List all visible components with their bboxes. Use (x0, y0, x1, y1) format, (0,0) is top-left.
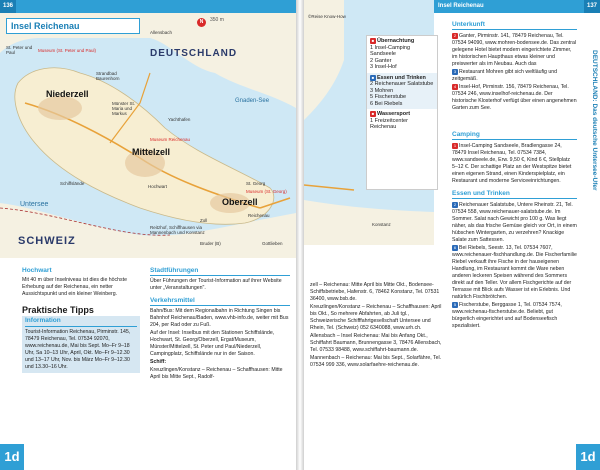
chapter-tab-left: 1d (0, 444, 24, 470)
bahn-bus-text: Bahn/Bus: Mit dem Regionalbahn in Richtung Singen bis Bahnhof Reichenau/Baden, www.vhb-info.de, weiter mit Bus 204, per Rad oder zu Fuß. (150, 308, 289, 328)
left-text-col2 (150, 266, 290, 382)
north-arrow-icon: N (197, 18, 206, 27)
place-zoll: Zoll (200, 218, 208, 223)
book-gutter (296, 0, 304, 470)
place-gottlieben: Gottlieben (262, 241, 283, 246)
poi-1-icon: 1 (453, 143, 457, 148)
auf-der-insel-text: Auf der Insel: Inselbus mit den Stationen Schiffslände, Hochwart, St. Georg/Oberzell, Ergat/Museum, Münster/Mittelzell, St. Peter und Paul/Niederzell, Campingplatz, Schiffslände nur in der Saison. (150, 330, 275, 357)
praktische-tipps-heading: Praktische Tipps (22, 305, 94, 315)
stadtfuehrungen-heading: Stadtführungen (150, 267, 199, 274)
map-title-box (6, 18, 140, 34)
running-title-vertical: DEUTSCHLAND: Das deutsche Untersee-Ufer (591, 50, 598, 191)
place-schifflaende: Schiffslände (60, 181, 85, 186)
page-number-right: 137 (584, 0, 600, 13)
town-niederzell: Niederzell (46, 89, 89, 99)
lake-gnaden-see: Gnaden-See (235, 98, 270, 104)
hochwart-text: Mit 40 m über Inselniveau ist dies die höchste Erhebung auf der Reichenau, ein netter Aussichtspunkt und ein kleiner Weinberg. (22, 277, 127, 297)
place-konstanz: Konstanz (372, 222, 391, 227)
place-museum-reichenau: Museum Reichenau (150, 137, 191, 142)
place-museum-peter: Museum (St. Peter und Paul) (38, 48, 97, 53)
place-st-peter-paul: St. Peter und Paul (6, 45, 33, 55)
place-museum-georg: Museum (St. Georg) (246, 189, 287, 194)
information-text: Tourist-Information Reichenau, Pirminstr. 145, 78479 Reichenau, Tel. 07534 92070, www.reichenau.de, Mai bis Sept. Mo–Fr 9–18 Uhr, Sa 10–13 Uhr, April, Okt. Mo–Fr 9–12.30 und 13–17 Uhr, Nov. bis März Mo–Fr 9–12.30 und 13.30–16 Uhr. (25, 329, 131, 370)
place-reitzhof: Reitzhof, Schiffhausen via Mannenbach und Konstanz (150, 225, 205, 235)
schiff-kreuzlingen: Kreuzlingen/Konstanz – Reichenau – Schaffhausen: April bis Okt., So mehrere Abfahrten, ab Juli tgl., Schweizerische Schifffahrtgesellschaft Untersee und Rhein, Tel. (Schweiz) 052 6340088, www.urh.ch. (310, 304, 442, 331)
place-reichenau: Reichenau (248, 213, 270, 218)
map-legend (366, 35, 438, 190)
schiff-allensbach: Allensbach – Insel Reichenau: Mai bis Anfang Okt., Schiffahrt Baumann, Brunnengasse 3, 78476 Allensbach, Tel. 07533 98488, www.schiffahrt-baumann.de. (310, 333, 442, 353)
camping-heading: Camping (452, 131, 480, 138)
town-oberzell: Oberzell (222, 197, 258, 207)
place-muenster: Münster St. Maria und Markus (112, 101, 136, 116)
unterkunft-ganter: Ganter, Pirminstr. 141, 78479 Reichenau, Tel. 07534 94090, www.mohren-bodensee.de. Das zentral gelegene Hotel bietet modern eingerichtete Zimmer, im historischen Haupthaus etwas kleiner und preiswerter als im Neubau. Auch das (452, 33, 577, 67)
watersport-icon: ■ (371, 111, 375, 116)
map-title: Insel Reichenau (11, 21, 80, 31)
unterkunft-inselhof: Insel-Hof, Pirminstr. 156, 78479 Reichenau, Tel. 07534 246, www.inselhof-reichenau.de. Der historische Klosterhof verfügt über einen angenehmen Garten zum See. (452, 84, 577, 111)
copyright: ©Reise Know-How (308, 14, 346, 19)
map-insel-reichenau (0, 13, 296, 258)
town-mittelzell: Mittelzell (132, 147, 171, 157)
country-label-ch: SCHWEIZ (18, 235, 76, 247)
unterkunft-heading: Unterkunft (452, 21, 485, 28)
camping-text: Insel-Camping Sandseele, Bradlengasse 24, 78479 Insel Reichenau, Tel. 07534 7384, www.sandseele.de, Erw. 9,50 €, Kind 6 €, Stellplatz 5–12 €. Der schattige Platz an der Westspitze bietet einen eigenen Strand, einen Kinderspielplatz, ein Restaurant und moderne Serviceeinrichtungen. (452, 143, 572, 184)
left-text-col1 (22, 266, 140, 374)
essen-fischerstube: Fischerstube, Berggasse 1, Tel. 07534 7574, www.reichenau-fischerstube.de. Beliebt, gut bürgerlich eingerichtet und auf Bodenseefisch spezialisiert. (452, 302, 562, 329)
restaurant-icon: ■ (371, 74, 375, 80)
information-box (22, 316, 140, 373)
place-bruder: Bruder (B) (200, 241, 221, 246)
right-header-title: Insel Reichenau (434, 0, 584, 13)
poi-4-icon: 4 (453, 84, 457, 89)
verkehrsmittel-heading: Verkehrsmittel (150, 297, 195, 304)
essen-salatstube: Reichenauer Salatstube, Untere Rheinstr. 21, Tel. 07534 558, www.reichenauer-salatstube.de. Im Sommer. Salat nach Gewicht pro 100 g. Was liegt näher, als das frische Gemüse gleich vor Ort, in einem hübschen Wintergarten, zu verzehren? Knackige Salate zum Sattessen. (452, 202, 577, 243)
legend-uebernachtung: ■ Übernachtung 1 Insel-Camping Sandseele 2 Ganter 3 Insel-Hof (370, 38, 415, 70)
kreuzlingen-text: Kreuzlingen/Konstanz – Reichenau – Schaffhausen: Mitte April bis Mitte Sept., Radolf- (150, 367, 283, 380)
country-label-de: DEUTSCHLAND (150, 48, 238, 59)
essen-riebels: Bei Riebels, Seestr. 13, Tel. 07534 7607, www.reichenauer-fischhandlung.de. Die Fischerfamilie Riebel verkauft ihre Fische in der hauseigenen Handlung, im Restaurant kommt die Ware neben anderen leckeren Speisen während des Sommers direkt auf den Teller. Vor allem Fischgerichte auf der Terrasse mit Blick aufs Wasser ist ein Erlebnis. Und natürlich Fischbrötchen. (452, 245, 577, 300)
information-heading: Information (25, 317, 61, 324)
right-text-col1 (310, 282, 446, 370)
lake-untersee: Untersee (20, 201, 49, 208)
legend-wassersport: ■ Wassersport 1 Freizeitcenter Reichenau (370, 111, 411, 130)
place-hochwart: Hochwart (148, 184, 168, 189)
schiff-label: Schiff: (150, 359, 167, 365)
poi-e2-icon: 2 (453, 202, 457, 207)
page-number-left: 136 (0, 0, 16, 13)
right-page (304, 0, 600, 470)
essen-heading: Essen und Trinken (452, 190, 510, 197)
hochwart-heading: Hochwart (22, 267, 52, 274)
poi-3-icon: 3 (453, 69, 457, 74)
poi-e5-icon: 5 (453, 302, 457, 307)
schiff-radolfzell: zell – Reichenau: Mitte April bis Mitte Okt., Bodensee-Schiffsbetriebe, Hafenstr. 6, 78462 Konstanz, Tel. 07531 36400, www.bsb.de. (310, 282, 440, 302)
place-strandbad: Strandbad Baurenhorn (96, 71, 120, 81)
bed-icon: ■ (371, 38, 375, 43)
chapter-tab-right: 1d (576, 444, 600, 470)
poi-e6-icon: 6 (453, 245, 457, 250)
stadtfuehrungen-text: Über Führungen der Tourist-Information auf ihrer Website unter „Veranstaltungen". (150, 278, 282, 291)
legend-essen: ■ Essen und Trinken 2 Reichenauer Salatstube 3 Mohren 5 Fischerstube 6 Bei Riebels (367, 73, 437, 110)
place-yachthafen: Yachthafen (168, 117, 191, 122)
place-allensbach: Allensbach (150, 30, 173, 35)
left-page (0, 0, 296, 470)
poi-2-icon: 2 (453, 33, 457, 38)
map-scale: 350 m (210, 17, 224, 23)
right-text-col2 (452, 20, 577, 331)
left-header-bar (16, 0, 296, 13)
place-st-georg: St. Georg (246, 181, 266, 186)
schiff-mannenbach: Mannenbach – Reichenau: Mai bis Sept., Solarfähre, Tel. 07534 999 336, www.solarfaehre-reichenau.de. (310, 355, 442, 368)
unterkunft-mohren: Restaurant Mohren gibt sich weltläufig und zeitgemäß. (452, 69, 558, 82)
